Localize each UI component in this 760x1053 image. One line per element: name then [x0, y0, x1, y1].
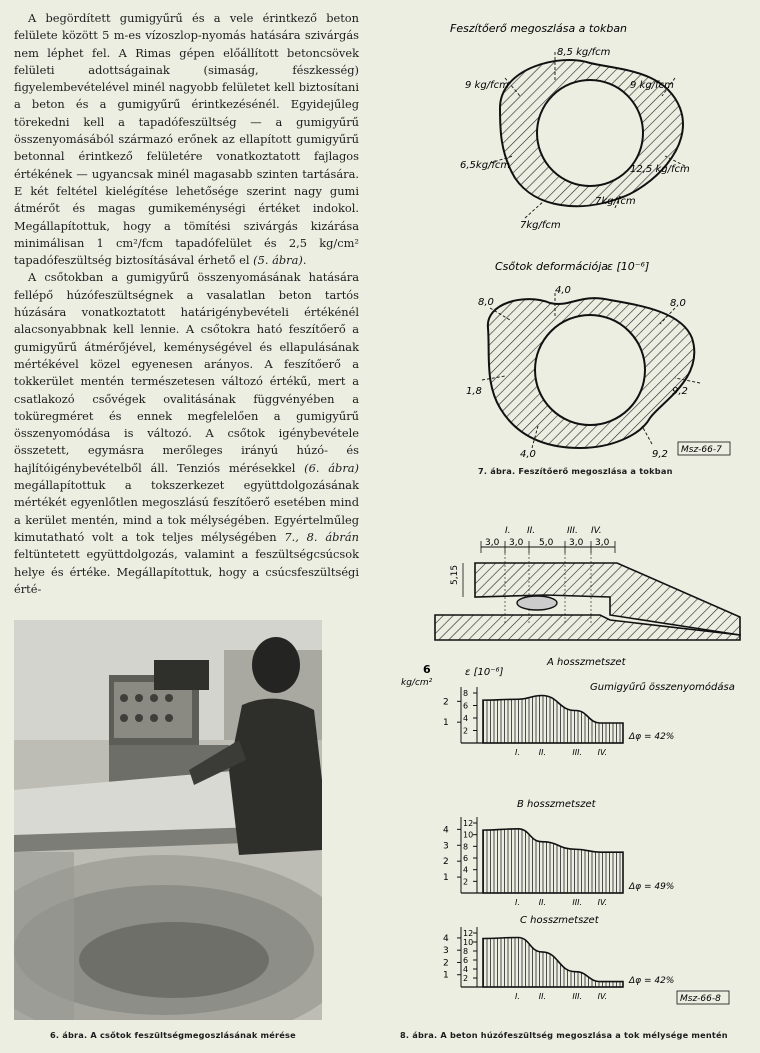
tick-label-right: 8	[463, 947, 469, 956]
chart-c	[443, 915, 674, 1001]
section-label: I.	[515, 992, 520, 1001]
tick-label-right: 6	[463, 701, 469, 711]
section-label: I.	[515, 748, 520, 757]
profile-a-title: A hosszmetszet	[547, 657, 626, 668]
deform-label-bottom-right: 9,2	[652, 449, 668, 458]
tick-label-right: 12	[463, 929, 474, 938]
fig7-stamp: Msz-66-7	[681, 445, 722, 455]
section-label: I.	[515, 898, 520, 907]
force-label-right: 9 kg/fcm	[630, 80, 674, 91]
dim-label: 3,0	[595, 538, 610, 548]
fig7-top-title: Feszítőerő megoszlása a tokban	[450, 22, 628, 35]
fig7-bottom-unit: ε [10⁻⁶]	[607, 260, 650, 273]
tick-label-left: 1	[443, 718, 449, 729]
height-dim: 5,15	[450, 564, 460, 585]
tick-label-left: 2	[443, 958, 449, 969]
tick-label-left: 3	[443, 946, 449, 957]
pipe-bore	[537, 80, 643, 186]
chart-b	[443, 799, 674, 907]
rubber-ring	[517, 596, 557, 610]
section-label: IV.	[597, 898, 608, 907]
profile-area	[483, 829, 623, 893]
figure-ref: (5. ábra).	[253, 253, 307, 268]
deform-label-right: 8,0	[670, 298, 686, 309]
section-label: III.	[567, 526, 578, 536]
section-label: III.	[572, 898, 583, 907]
tick-label-right: 2	[463, 974, 469, 983]
deform-label-lower-left: 1,8	[466, 386, 482, 397]
force-label-lower-right: 12,5 kg/fcm	[630, 164, 690, 175]
paragraph-1: A begördített gumigyűrű és a vele érintkező beton felülete között 5 m-es vízoszlop-nyomás hatására szivárgás nem léphet fel. A Rimas gépen előállított betoncsövek felületi adottságainak (simaság, fészkesség) figyelembevételével minél nagyobb felületet kell biztosítani a beton és a gumigyűrű érintkezésénél. Egyidejűleg törekedni kell a tapadófeszültség — a gumigyűrű összenyomásából származó erőnek az ellapított gumigyűrű betonnal érintkező felületére vonatkoztatott fajlagos értékének — ugyancsak minél magasabb szinten tartására. E két feltétel kielégítése lehetősége szerint nagy gumi átmérőt és magas gumikeménységi értéket indokol. Megállapítottuk, hogy a tömítési szivárgás kizárása minimálisan 1 cm²/fcm tapadófelület és 2,5 kg/cm² tapadófeszültség biztosításával érhető el (5. ábra).	[14, 11, 359, 268]
unit-left: 6	[423, 663, 431, 676]
tick-label-right: 8	[463, 842, 469, 852]
tick-label-right: 6	[463, 956, 469, 965]
tick-label-left: 4	[443, 933, 449, 944]
tick-label-left: 1	[443, 970, 449, 981]
section-label: IV.	[597, 748, 608, 757]
figure-ref: 7., 8. ábrán	[284, 529, 359, 544]
dim-label: 3,0	[509, 538, 524, 548]
tick-label-right: 2	[463, 726, 469, 736]
profile-area	[483, 696, 623, 744]
section-label: III.	[572, 992, 583, 1001]
measurement-photo	[14, 620, 322, 1020]
tick-label-right: 4	[463, 865, 469, 875]
profile-b-title: B hosszmetszet	[517, 799, 596, 810]
dim-label: 3,0	[485, 538, 500, 548]
tick-label-left: 4	[443, 825, 449, 836]
figure-8-caption: 8. ábra. A beton húzófeszültség megoszlása a tok mélysége mentén	[400, 1030, 728, 1040]
deform-label-top: 4,0	[555, 285, 571, 296]
tick-label-right: 8	[463, 689, 469, 698]
figure-ref: (6. ábra)	[304, 460, 360, 475]
section-label: II.	[538, 992, 547, 1001]
tick-label-right: 2	[463, 877, 469, 887]
fig8-stamp: Msz-66-8	[680, 994, 721, 1004]
force-label-lower-left: 6,5kg/fcm	[460, 160, 511, 171]
delta-label: Δφ = 49%	[629, 882, 675, 892]
unit-left-2: kg/cm²	[401, 678, 433, 688]
tick-label-left: 2	[443, 697, 449, 708]
tick-label-left: 1	[443, 873, 449, 884]
dim-label: 3,0	[569, 538, 584, 548]
delta-label: Δφ = 42%	[629, 732, 675, 742]
force-label-left: 9 kg/fcm	[465, 80, 509, 91]
dim-label: 5,0	[539, 538, 554, 548]
tick-label-right: 6	[463, 854, 469, 863]
profile-area	[483, 938, 623, 988]
figure-6-caption: 6. ábra. A csőtok feszültségmegoszlásának mérése	[50, 1030, 296, 1040]
tick-label-right: 10	[463, 830, 474, 840]
section-label: I.	[505, 526, 511, 536]
section-label: II.	[527, 526, 536, 536]
tick-label-right: 4	[463, 714, 469, 723]
figure-8	[395, 505, 760, 1015]
figure-7-caption: 7. ábra. Feszítőerő megoszlása a tokban	[478, 466, 673, 476]
delta-label: Δφ = 42%	[629, 976, 675, 986]
gumi-label: Gumigyűrű összenyomódása	[590, 682, 735, 693]
tick-label-right: 10	[463, 938, 474, 947]
tick-label-right: 4	[463, 965, 469, 974]
section-label: IV.	[591, 526, 602, 536]
figure-7	[420, 8, 760, 458]
tick-label-left: 2	[443, 857, 449, 868]
section-label: IV.	[597, 992, 608, 1001]
force-label-bottom-right: 7kg/fcm	[595, 196, 636, 207]
tick-label-left: 3	[443, 841, 449, 852]
deform-label-left: 8,0	[478, 297, 494, 308]
fig7-bottom-title: Csőtok deformációja	[495, 260, 609, 273]
section-label: II.	[538, 898, 547, 907]
deform-label-lower-right: 9,2	[672, 386, 688, 397]
force-label-bottom-left: 7kg/fcm	[520, 220, 561, 231]
chart-a	[443, 687, 674, 757]
article-text	[14, 10, 359, 598]
profile-c-title: C hosszmetszet	[520, 915, 599, 926]
paragraph-2: A csőtokban a gumigyűrű összenyomásának hatására fellépő húzófeszültségnek a vasalatlan beton tartós húzására vonatkoztatott határigénybevételi értékénél alacsonyabbnak kell lennie. A csőtokra ható feszítőerő a gumigyűrű átmérőjével, keménységével és ellapulásának mértékével közel egyenesen arányos. A feszítőerő a tokkerület mentén természetesen változó értékű, mert a csatlakozó csővégek ovalitásának függvényében a toküregméret és ennek megfelelően a gumigyűrű összenyomódása is változó. A csőtok igénybevétele összetett, egymásra merőleges irányú húzó- és hajlítóigénybevételből áll. Tenziós mérésekkel (6. ábra) megállapítottuk a tokszerkezet együttdolgozásának mértékét egyenlőtlen megoszlású feszítőerő esetében mind a kerület mentén, mind a tok mélységében. Egyértelműleg kimutatható volt a tok teljes mélységében 7., 8. ábrán feltüntetett együttdolgozás, valamint a feszültségcsúcsok helye és értéke. Megállapítottuk, hogy a csúcsfeszültségi érté-	[14, 270, 360, 596]
pipe-bore	[535, 315, 645, 425]
deform-label-bottom-left: 4,0	[520, 449, 536, 458]
section-label: II.	[538, 748, 547, 757]
force-label-top: 8,5 kg/fcm	[557, 47, 611, 58]
unit-right: ε [10⁻⁶]	[465, 667, 504, 678]
section-label: III.	[572, 748, 583, 757]
tick-label-right: 12	[463, 819, 474, 828]
